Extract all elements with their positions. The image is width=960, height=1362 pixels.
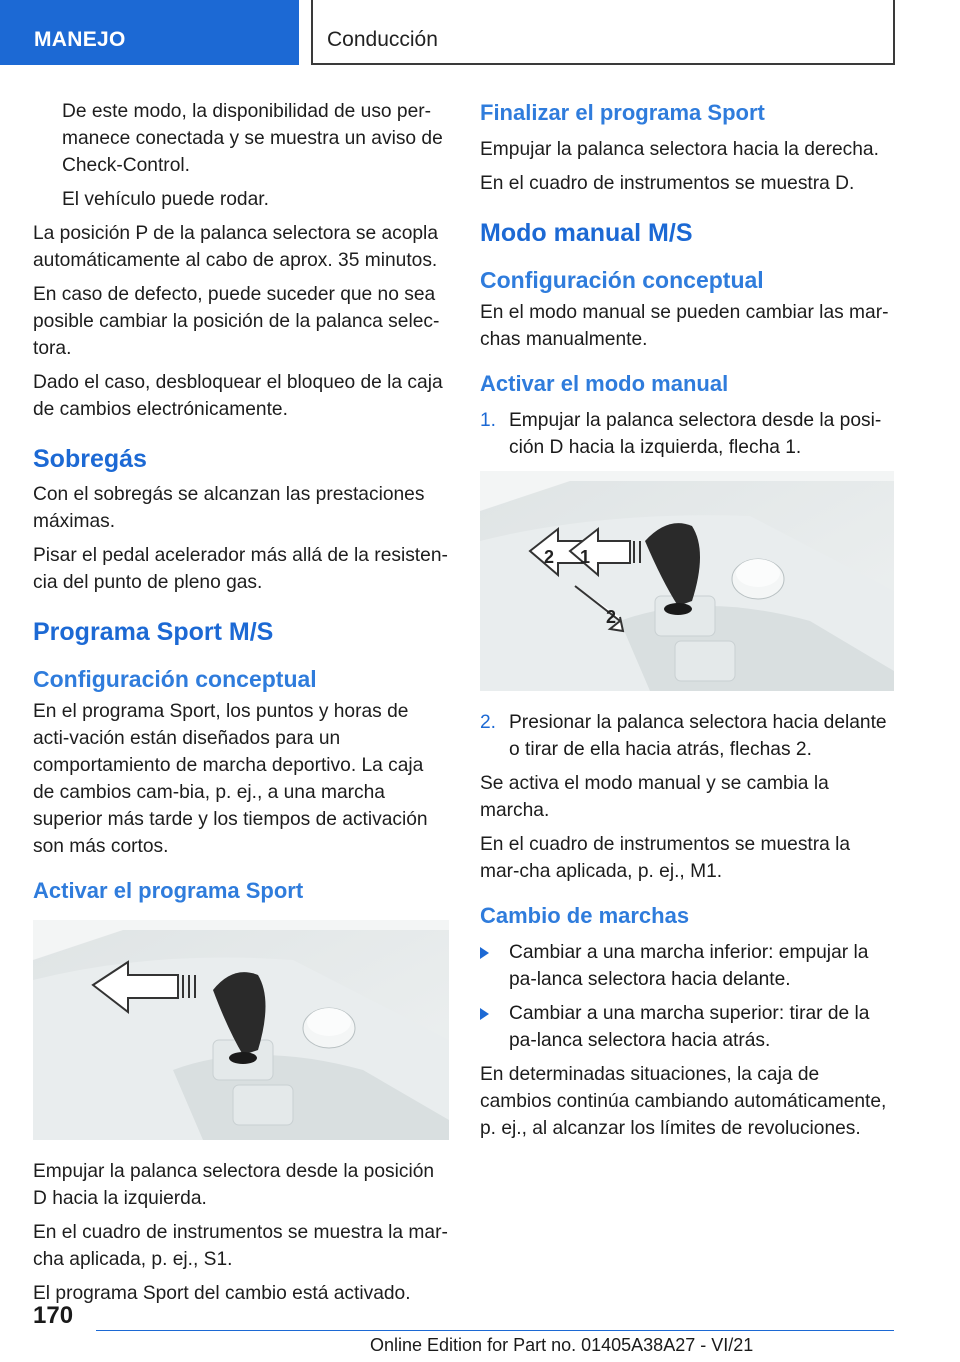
bullet-item	[480, 939, 894, 993]
paragraph: Empujar la palanca selectora hacia la derecha.	[480, 139, 879, 160]
step-number: 1.	[480, 410, 497, 431]
paragraph: Se activa el modo manual y se cambia la marcha.	[480, 773, 829, 821]
figure-label-2-lower: 2	[606, 607, 617, 627]
bullet-text: Cambiar a una marcha inferior: empujar la pa-lanca selectora hacia delante.	[509, 942, 869, 990]
gear-selector-illustration	[33, 920, 449, 1140]
triangle-bullet-icon	[480, 1008, 489, 1020]
left-column	[33, 98, 449, 1314]
step-number: 2.	[480, 712, 497, 733]
triangle-bullet-icon	[480, 947, 489, 959]
heading-finalizar-sport: Finalizar el programa Sport	[480, 100, 765, 125]
chapter-tab	[311, 0, 895, 65]
heading-programa-sport: Programa Sport M/S	[33, 618, 274, 646]
heading-sobregas: Sobregás	[33, 445, 147, 473]
paragraph: En caso de defecto, puede suceder que no sea posible cambiar la posición de la palanca selec-tora.	[33, 284, 440, 359]
paragraph: La posición P de la palanca selectora se acopla automáticamente al cabo de aprox. 35 minutos.	[33, 223, 438, 271]
figure-label-2: 2	[544, 547, 555, 567]
paragraph: Empujar la palanca selectora desde la posición D hacia la izquierda.	[33, 1161, 435, 1209]
paragraph: En el programa Sport, los puntos y horas de acti-vación están diseñados para un comportamiento de marcha deportivo. La caja de cambios cam-bia, p. ej., a una marcha superior más tarde y los tiempos de activación son más cortos.	[33, 701, 428, 857]
paragraph: En el cuadro de instrumentos se muestra D.	[480, 173, 855, 194]
right-column	[480, 98, 894, 1149]
paragraph: En el cuadro de instrumentos se muestra la mar-cha aplicada, p. ej., M1.	[480, 834, 851, 882]
gear-lever-manual-arrows-icon	[480, 471, 894, 691]
bullet-item	[480, 1000, 894, 1054]
paragraph: En determinadas situaciones, la caja de cambios continúa cambiando automáticamente, p. ej., al alcanzar los límites de revoluciones.	[480, 1064, 887, 1139]
heading-configuracion: Configuración conceptual	[480, 267, 764, 293]
edition-text: Online Edition for Part no. 01405A38A27 - VI/21	[370, 1335, 754, 1355]
paragraph: Con el sobregás se alcanzan las prestaciones máximas.	[33, 484, 425, 532]
step-2	[480, 709, 894, 763]
page-number: 170	[33, 1302, 74, 1329]
step-text: Empujar la palanca selectora desde la posi-ción D hacia la izquierda, flecha 1.	[509, 410, 882, 458]
figure-label-1: 1	[580, 547, 591, 567]
section-tab	[0, 0, 299, 65]
chapter-title: Conducción	[327, 28, 438, 51]
section-title: MANEJO	[34, 28, 126, 51]
heading-modo-manual: Modo manual M/S	[480, 219, 693, 247]
heading-activar-sport: Activar el programa Sport	[33, 878, 304, 903]
heading-cambio-marchas: Cambio de marchas	[480, 903, 690, 928]
paragraph: El programa Sport del cambio está activado.	[33, 1283, 411, 1304]
footer-divider	[96, 1330, 894, 1331]
step-1	[480, 407, 894, 461]
paragraph: El vehículo puede rodar.	[62, 189, 269, 210]
paragraph: De este modo, la disponibilidad de uso per-manece conectada y se muestra un aviso de Check-Control.	[62, 101, 443, 176]
paragraph: En el cuadro de instrumentos se muestra la mar-cha aplicada, p. ej., S1.	[33, 1222, 448, 1270]
heading-configuracion: Configuración conceptual	[33, 666, 317, 692]
paragraph: En el modo manual se pueden cambiar las mar-chas manualmente.	[480, 302, 889, 350]
paragraph: Dado el caso, desbloquear el bloqueo de la caja de cambios electrónicamente.	[33, 372, 443, 420]
gear-lever-left-arrow-icon	[33, 920, 449, 1140]
bullet-text: Cambiar a una marcha superior: tirar de la pa-lanca selectora hacia atrás.	[509, 1003, 870, 1051]
step-text: Presionar la palanca selectora hacia delante o tirar de ella hacia atrás, flechas 2.	[509, 712, 887, 760]
manual-mode-illustration	[480, 471, 894, 691]
paragraph: Pisar el pedal acelerador más allá de la resisten-cia del punto de pleno gas.	[33, 545, 448, 593]
heading-activar-manual: Activar el modo manual	[480, 371, 729, 396]
